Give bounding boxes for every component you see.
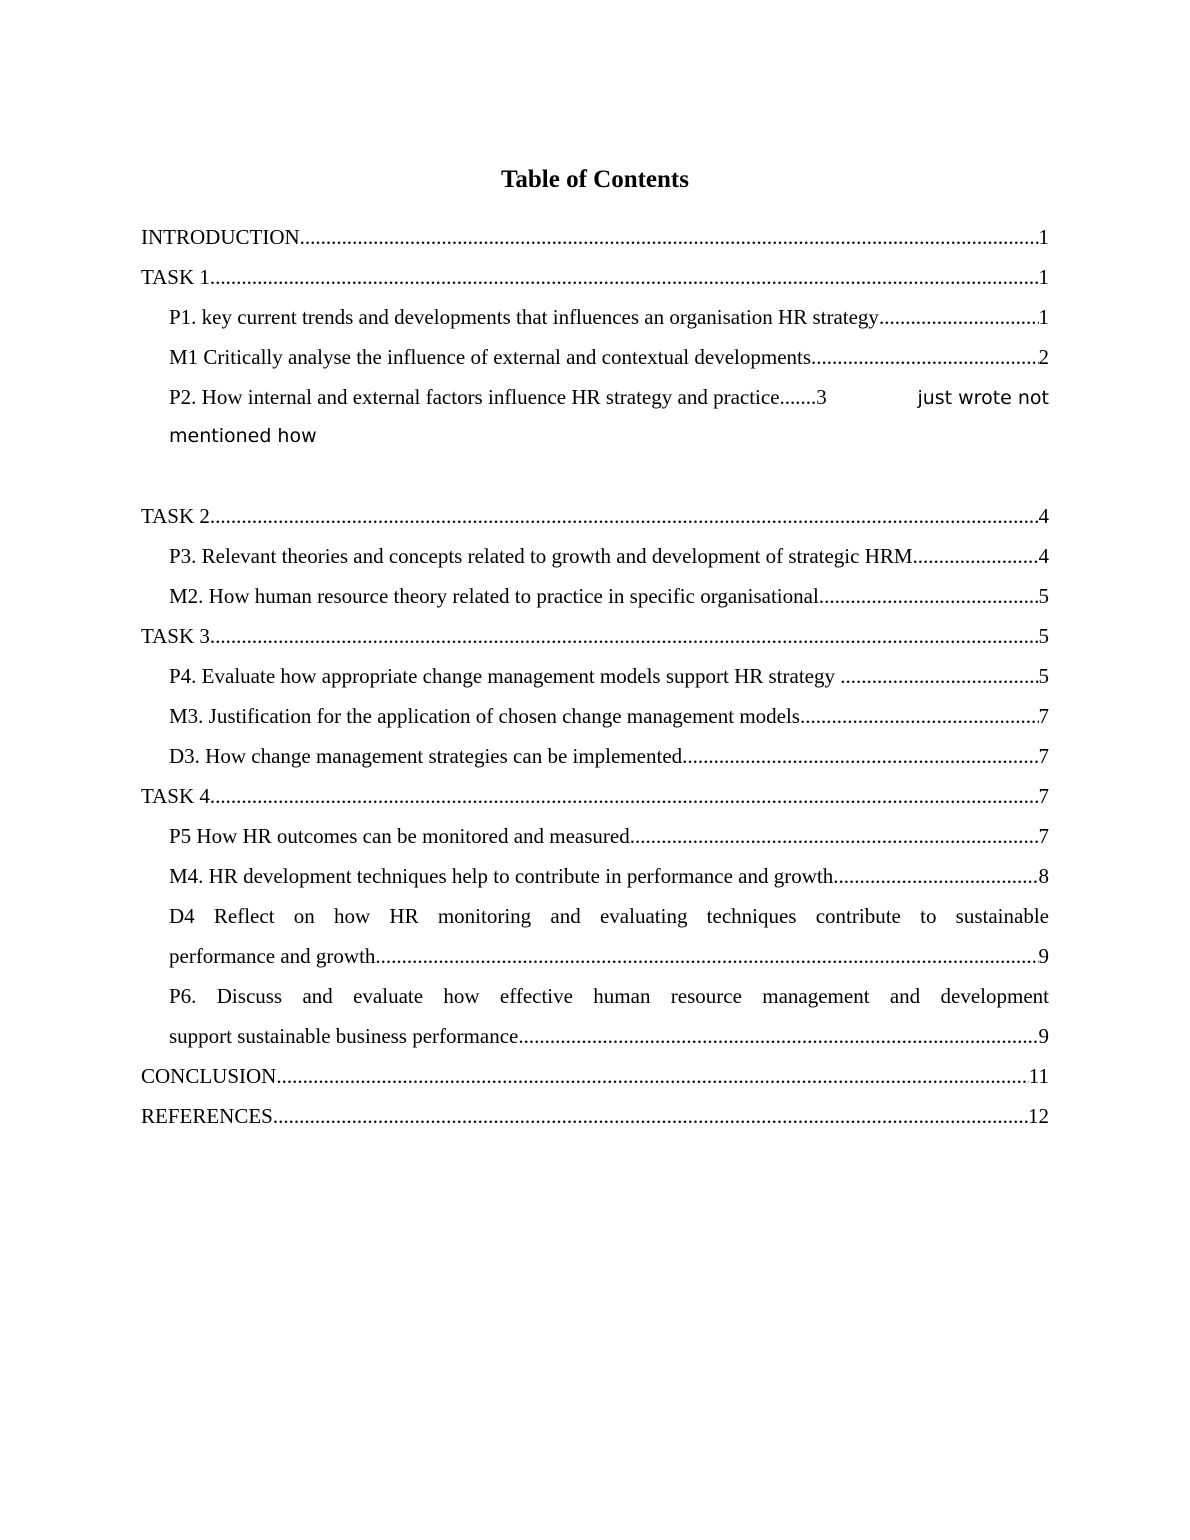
toc-entry-label-line2: performance and growth bbox=[169, 944, 376, 968]
toc-entry-p6[interactable] bbox=[141, 976, 1049, 1056]
toc-page-number: 4 bbox=[1038, 504, 1049, 528]
toc-page-number: 9 bbox=[1038, 1024, 1049, 1048]
toc-entry-m3[interactable] bbox=[141, 696, 1049, 736]
toc-entry-label: TASK 2 bbox=[141, 504, 210, 528]
toc-entry-m1[interactable] bbox=[141, 337, 1049, 377]
toc-leader bbox=[273, 1096, 1028, 1136]
toc-entry-label: INTRODUCTION bbox=[141, 225, 300, 249]
toc-page-number: 5 bbox=[1038, 624, 1049, 648]
toc-entry-p5[interactable] bbox=[141, 816, 1049, 856]
toc-entry-label-line1: D4 Reflect on how HR monitoring and evaluating techniques contribute to sustainable bbox=[169, 904, 1049, 928]
toc-entry-conclusion[interactable] bbox=[141, 1056, 1049, 1096]
toc-page-number: 9 bbox=[1038, 944, 1049, 968]
toc-page-number: 4 bbox=[1038, 544, 1049, 568]
toc-leader bbox=[276, 1056, 1028, 1096]
toc-entry-d4[interactable] bbox=[141, 896, 1049, 976]
toc-leader bbox=[518, 1016, 1038, 1056]
toc-entry-d3[interactable] bbox=[141, 736, 1049, 776]
toc-leader bbox=[375, 936, 1038, 976]
annotation-note: just wrote not bbox=[917, 387, 1049, 409]
toc-entry-p4[interactable] bbox=[141, 656, 1049, 696]
toc-entry-task2[interactable] bbox=[141, 496, 1049, 536]
toc-entry-label: TASK 1 bbox=[141, 265, 210, 289]
toc-leader bbox=[210, 496, 1039, 536]
toc-leader bbox=[630, 816, 1039, 856]
toc-entry-label: P3. Relevant theories and concepts related to growth and development of strategic HRM bbox=[169, 544, 913, 568]
toc-entry-references[interactable] bbox=[141, 1096, 1049, 1136]
toc-page-number: 7 bbox=[1038, 784, 1049, 808]
toc-entry-p1[interactable] bbox=[141, 297, 1049, 337]
blank-line bbox=[141, 454, 1049, 496]
toc-entry-label: CONCLUSION bbox=[141, 1064, 277, 1088]
toc-entry-label: TASK 3 bbox=[141, 624, 210, 648]
toc-page-number: 12 bbox=[1028, 1104, 1049, 1128]
toc-leader bbox=[210, 616, 1039, 656]
annotation-note-text: mentioned how bbox=[169, 425, 317, 447]
toc-page-number: 7 bbox=[1038, 744, 1049, 768]
toc-entry-label: M4. HR development techniques help to contribute in performance and growth bbox=[169, 864, 834, 888]
toc-entry-label: P2. How internal and external factors influence HR strategy and practice bbox=[169, 385, 780, 409]
toc-entry-p3[interactable] bbox=[141, 536, 1049, 576]
annotation-note-continued bbox=[141, 417, 1049, 454]
toc-leader bbox=[682, 736, 1038, 776]
toc-leader bbox=[833, 856, 1038, 896]
toc-leader bbox=[811, 337, 1038, 377]
toc-entry-label: M3. Justification for the application of chosen change management models bbox=[169, 704, 800, 728]
toc-page-number: 7 bbox=[1038, 704, 1049, 728]
toc-entry-task4[interactable] bbox=[141, 776, 1049, 816]
toc-entry-m4[interactable] bbox=[141, 856, 1049, 896]
toc-entry-label: P4. Evaluate how appropriate change management models support HR strategy bbox=[169, 664, 841, 688]
toc-list bbox=[141, 217, 1049, 1136]
toc-entry-label: P1. key current trends and developments that influences an organisation HR strategy bbox=[169, 305, 879, 329]
toc-page-number: 1 bbox=[1038, 265, 1049, 289]
toc-entry-m2[interactable] bbox=[141, 576, 1049, 616]
toc-page-number: 5 bbox=[1038, 664, 1049, 688]
toc-entry-label: P5 How HR outcomes can be monitored and measured bbox=[169, 824, 630, 848]
toc-entry-label-line1: P6. Discuss and evaluate how effective human resource management and development bbox=[169, 984, 1049, 1008]
toc-leader bbox=[800, 696, 1039, 736]
toc-leader bbox=[300, 217, 1039, 257]
toc-page-number: 11 bbox=[1028, 1064, 1049, 1088]
toc-leader bbox=[210, 776, 1039, 816]
document-page bbox=[141, 160, 1049, 1136]
toc-entry-label: M1 Critically analyse the influence of external and contextual developments bbox=[169, 345, 812, 369]
toc-leader bbox=[913, 536, 1039, 576]
toc-title: Table of Contents bbox=[501, 166, 689, 193]
toc-entry-last-line bbox=[169, 1016, 1049, 1056]
toc-page-number: 8 bbox=[1038, 864, 1049, 888]
toc-entry-label: REFERENCES bbox=[141, 1104, 273, 1128]
toc-entry-label-line2: support sustainable business performance bbox=[169, 1024, 519, 1048]
toc-page-number: 5 bbox=[1038, 584, 1049, 608]
toc-entry-label: M2. How human resource theory related to practice in specific organisational bbox=[169, 584, 819, 608]
toc-leader bbox=[879, 297, 1039, 337]
toc-page-number: 1 bbox=[1038, 225, 1049, 249]
toc-leader bbox=[819, 576, 1039, 616]
toc-entry-introduction[interactable] bbox=[141, 217, 1049, 257]
toc-leader bbox=[210, 257, 1039, 297]
toc-entry-label: TASK 4 bbox=[141, 784, 210, 808]
toc-leader-short: ....... bbox=[779, 385, 817, 409]
toc-page-number: 1 bbox=[1038, 305, 1049, 329]
toc-entry-label: D3. How change management strategies can be implemented bbox=[169, 744, 683, 768]
toc-entry-last-line bbox=[169, 936, 1049, 976]
toc-entry-task1[interactable] bbox=[141, 257, 1049, 297]
toc-page-number: 7 bbox=[1038, 824, 1049, 848]
toc-entry-p2[interactable] bbox=[141, 377, 1049, 417]
toc-entry-task3[interactable] bbox=[141, 616, 1049, 656]
toc-page-number: 2 bbox=[1038, 345, 1049, 369]
toc-page-number: 3 bbox=[816, 385, 827, 409]
toc-leader bbox=[840, 656, 1038, 696]
